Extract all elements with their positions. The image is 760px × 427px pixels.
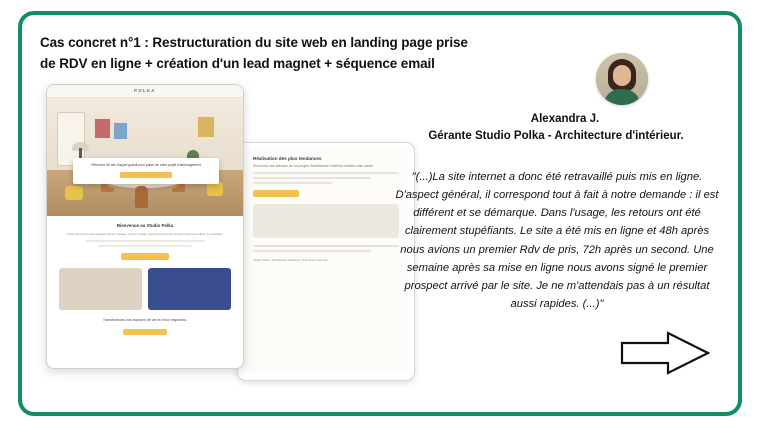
mockup-footer-button[interactable] bbox=[123, 329, 167, 335]
popup-cta-button[interactable] bbox=[120, 172, 172, 178]
tablet-mockup bbox=[237, 142, 415, 381]
tablet-divider bbox=[253, 172, 399, 174]
hero-chair-icon bbox=[135, 186, 148, 208]
mockup-cta-button[interactable] bbox=[121, 253, 169, 260]
mockup-divider bbox=[85, 240, 205, 242]
avatar bbox=[596, 53, 648, 105]
tablet-screen bbox=[244, 149, 408, 374]
tablet-cta-button[interactable] bbox=[253, 190, 299, 197]
arrow-right-icon bbox=[620, 330, 710, 376]
tablet-divider bbox=[253, 250, 371, 252]
tablet-divider bbox=[253, 245, 399, 247]
hero-stool-icon bbox=[65, 186, 83, 200]
page-title: Cas concret n°1 : Restructuration du site web en landing page prise de RDV en ligne + création d'un lead magnet + séquence email bbox=[40, 35, 468, 71]
hero-artwork-icon bbox=[113, 122, 128, 140]
tablet-image-block bbox=[253, 204, 399, 238]
mockup-navbar bbox=[47, 85, 243, 98]
tablet-divider bbox=[253, 182, 332, 184]
mockup-hero-image bbox=[47, 98, 243, 216]
tablet-footer-text: Studio Polka - Architecture d'intérieur. Tous droits réservés. bbox=[253, 258, 329, 263]
website-mockup bbox=[46, 84, 244, 369]
mockup-gallery-image bbox=[148, 268, 231, 310]
mockup-logo: POLKA bbox=[134, 88, 156, 93]
testimonial-quote: "(...)La site internet a donc été retravaillé puis mis en ligne. D'aspect général, il correspond tout à fait à notre demande : il est différent et se démarque. Dans l'usage, les retours ont été clairement stupéfiants. Le site a été mis en ligne et 48h après nous avions un premier Rdv de pris, 72h après un second. Une semaine après sa mise en ligne nous avons signé le premier prospect arrivé par le site. Je ne m'attendais pas à un résultat aussi rapides. (...)" bbox=[395, 171, 719, 310]
testimonial-role: Gérante Studio Polka - Architecture d'intérieur. bbox=[428, 130, 684, 142]
mockup-divider bbox=[98, 245, 193, 247]
mockup-section-text: Nous concevons des espaces de vie uniques, à votre image, pensés pour durer et pour vous ressembler au quotidien. bbox=[66, 232, 224, 236]
hero-stool-icon bbox=[207, 182, 223, 196]
mockup-gallery-image bbox=[59, 268, 142, 310]
mockup-section-title: Bienvenue au Studio Polka bbox=[116, 223, 174, 228]
popup-text: Réservez 30 min d'appel gratuit pour parler de votre projet d'aménagement bbox=[91, 163, 201, 167]
tablet-section-title: Réalisation des plus tendances bbox=[253, 156, 322, 161]
tablet-section-text: Découvrez une sélection de nos projets d'architecture d'intérieur réalisés cette année. bbox=[253, 164, 374, 168]
mockup-gallery bbox=[47, 260, 243, 310]
avatar-face bbox=[613, 65, 631, 86]
testimonial-name: Alexandra J. bbox=[530, 113, 600, 125]
mockup-popup bbox=[73, 158, 219, 184]
mockup-intro-section bbox=[47, 216, 243, 260]
tablet-divider bbox=[253, 177, 371, 179]
hero-artwork-icon bbox=[197, 116, 215, 138]
hero-artwork-icon bbox=[94, 118, 111, 139]
mockup-footer bbox=[47, 310, 243, 334]
mockup-footer-text: Transformons vos espaces de vie en lieux inspirants. bbox=[102, 318, 188, 323]
